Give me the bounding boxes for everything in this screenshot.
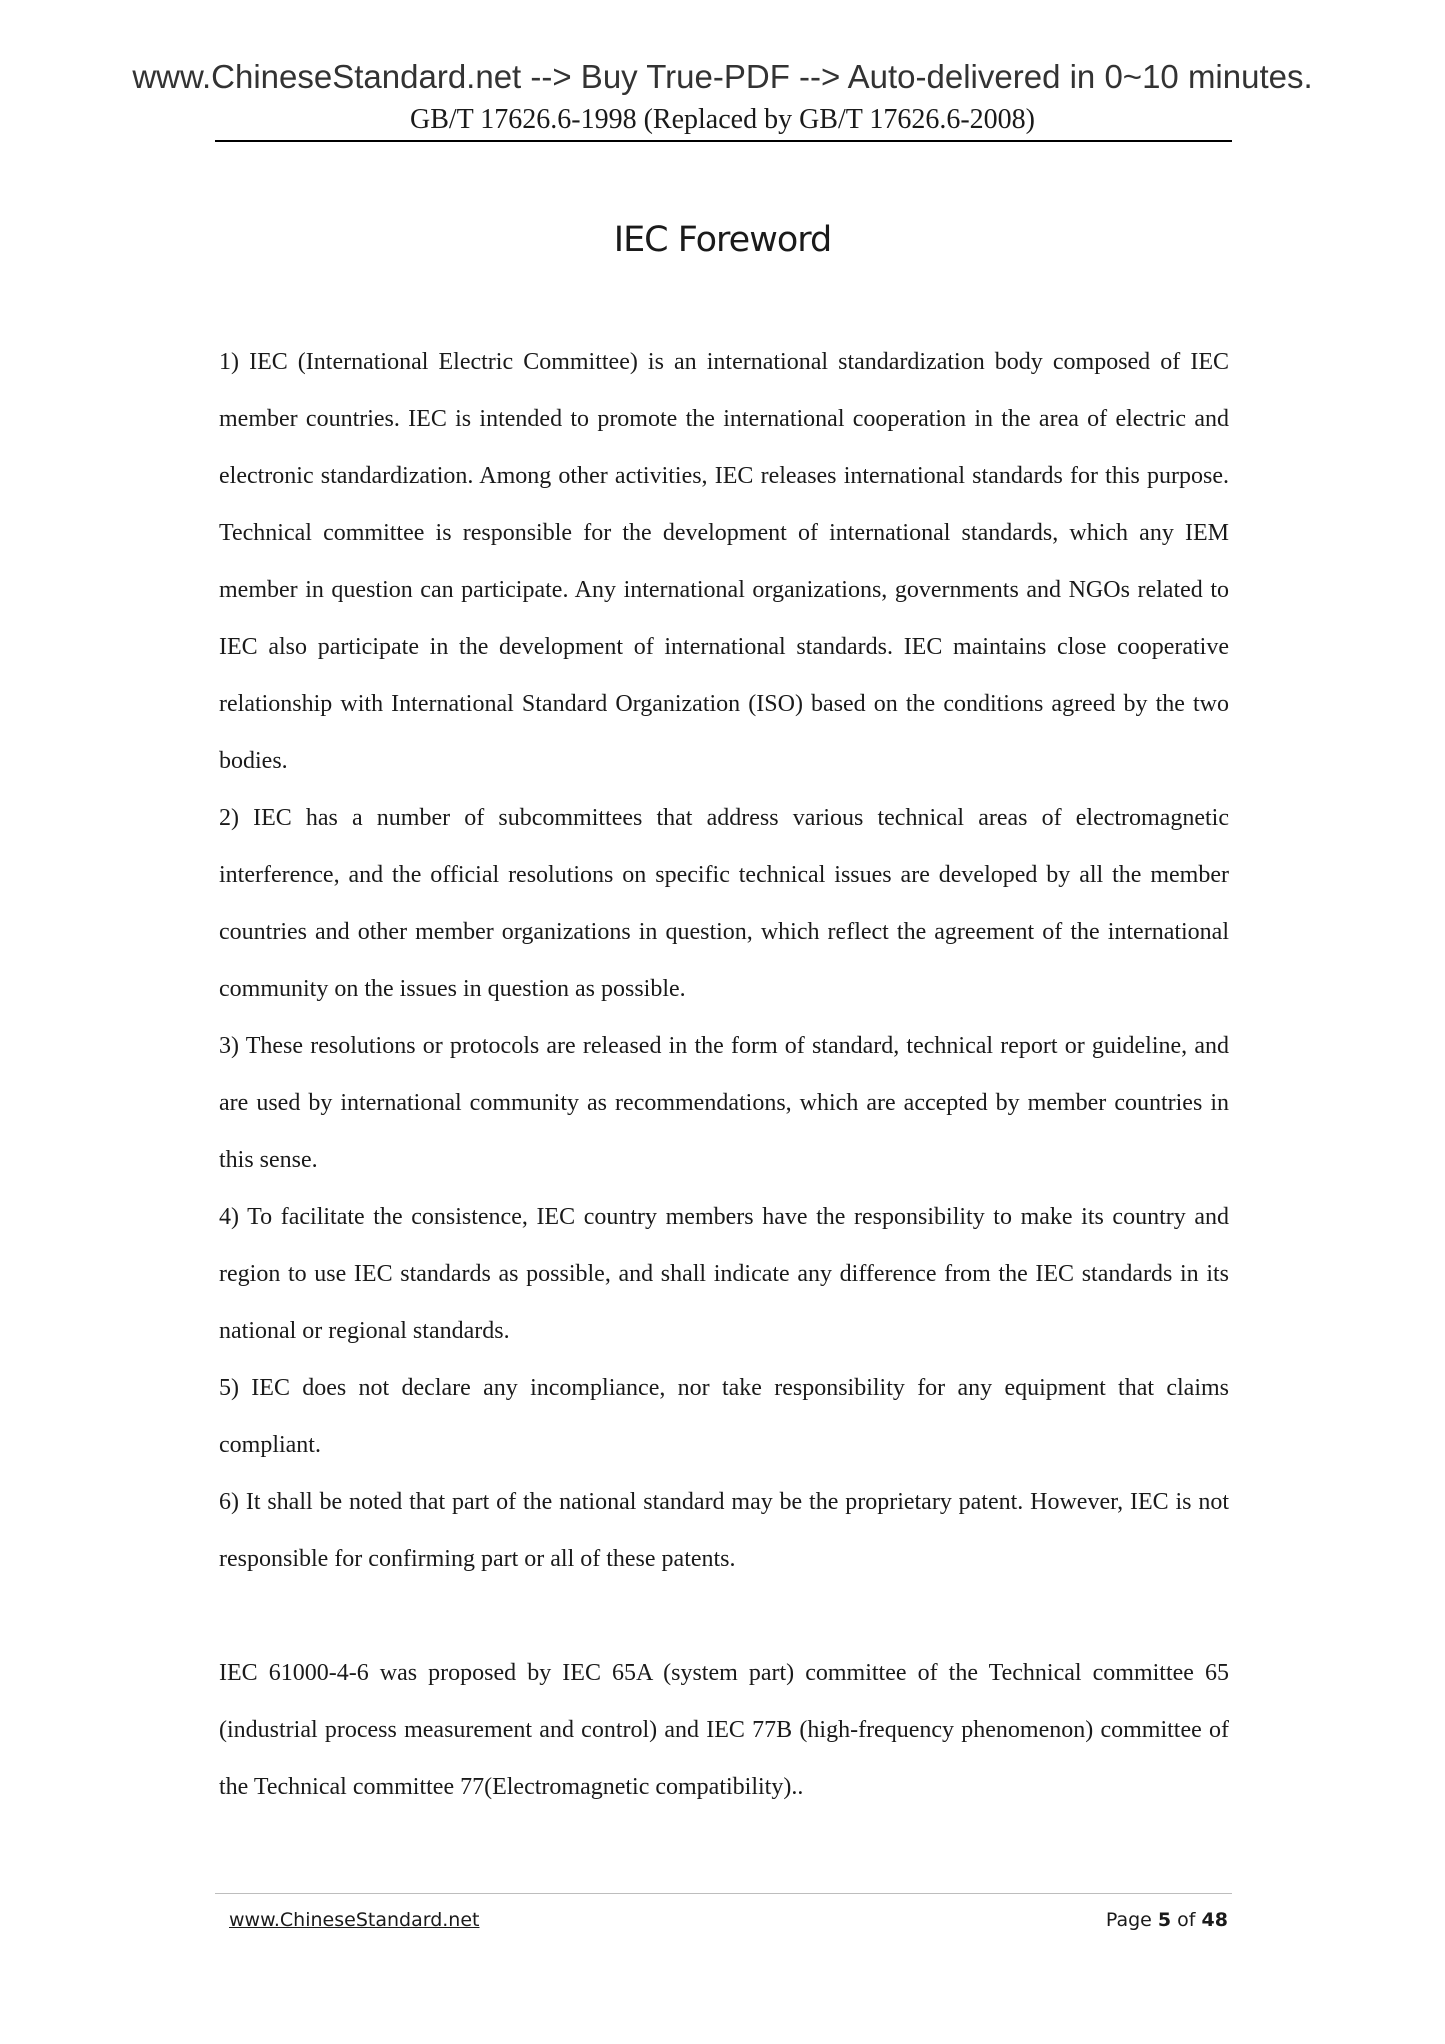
document-body [219,334,1229,1816]
paragraph-4: 4) To facilitate the consistence, IEC country members have the responsibility to make its country and region to use IEC standards as possible, and shall indicate any difference from the IEC standards in its national or regional standards. [219,1204,1229,1344]
paragraph-6: 6) It shall be noted that part of the national standard may be the proprietary patent. However, IEC is not responsible for confirming part or all of these patents. [219,1489,1229,1572]
paragraph-2: 2) IEC has a number of subcommittees that address various technical areas of electromagnetic interference, and the official resolutions on specific technical issues are developed by all the member countries and other member organizations in question, which reflect the agreement of the international community on the issues in question as possible. [219,805,1229,1002]
document-id: GB/T 17626.6-1998 (Replaced by GB/T 17626.6-2008) [409,104,1035,135]
header-divider [215,140,1232,142]
top-banner-link[interactable]: www.ChineseStandard.net --> Buy True-PDF --> Auto-delivered in 0~10 minutes. [132,58,1313,95]
page-title: IEC Foreword [613,220,832,260]
page-number [1106,1909,1228,1931]
page-total: 48 [1201,1909,1228,1931]
paragraph-1: 1) IEC (International Electric Committee) is an international standardization body composed of IEC member countries. IEC is intended to promote the international cooperation in the area of electric and electronic standardization. Among other activities, IEC releases international standards for this purpose. Technical committee is responsible for the development of international standards, which any IEM member in question can participate. Any international organizations, governments and NGOs related to IEC also participate in the development of international standards. IEC maintains close cooperative relationship with International Standard Organization (ISO) based on the conditions agreed by the two bodies. [219,349,1229,774]
page-prefix: Page [1105,1909,1152,1931]
page-of: of [1177,1909,1196,1931]
paragraph-3: 3) These resolutions or protocols are released in the form of standard, technical report or guideline, and are used by international community as recommendations, which are accepted by member countries in this sense. [219,1033,1229,1173]
footer-divider [215,1893,1232,1894]
footer-site-link[interactable]: www.ChineseStandard.net [229,1909,480,1931]
page-current: 5 [1157,1909,1172,1931]
paragraph-spacer [219,1588,1229,1645]
paragraph-origin: IEC 61000-4-6 was proposed by IEC 65A (system part) committee of the Technical committee 65 (industrial process measurement and control) and IEC 77B (high-frequency phenomenon) committee of the Technical committee 77(Electromagnetic compatibility).. [219,1660,1229,1800]
paragraph-5: 5) IEC does not declare any incompliance, nor take responsibility for any equipment that claims compliant. [219,1375,1229,1458]
